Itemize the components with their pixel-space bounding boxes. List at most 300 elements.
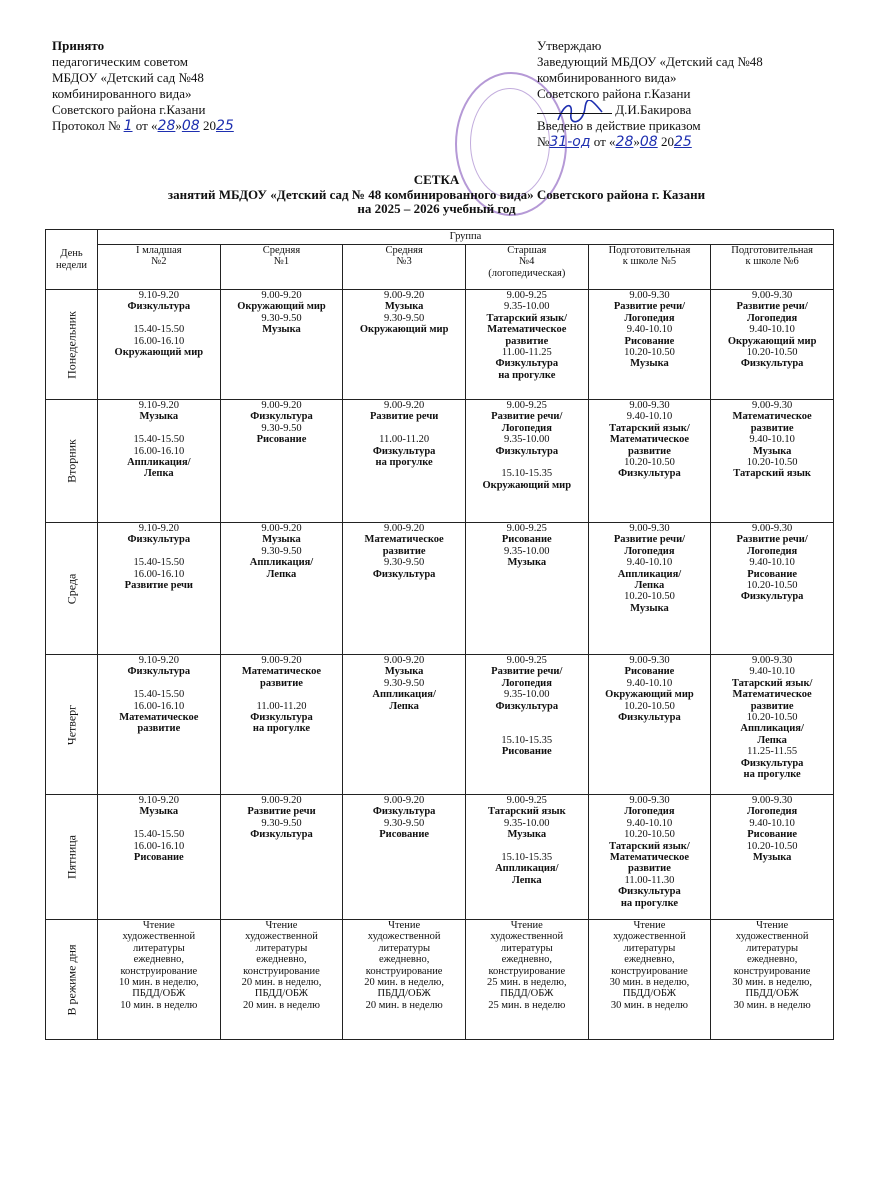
schedule-entry: Логопедия	[624, 806, 675, 818]
day-label: Понедельник	[63, 310, 78, 379]
schedule-entry	[99, 546, 219, 557]
schedule-entry: Лепка	[266, 568, 297, 580]
schedule-entry: Окружающий мир	[727, 335, 817, 347]
schedule-entry: 10.20-10.50	[746, 840, 798, 852]
schedule-entry: Физкультура	[250, 411, 313, 423]
schedule-entry: 9.00-9.30	[752, 523, 793, 534]
schedule-cell	[220, 290, 343, 400]
schedule-table	[45, 229, 834, 1040]
schedule-entry: 9.00-9.20	[384, 400, 425, 411]
schedule-entry: 9.00-9.30	[629, 290, 670, 301]
group-name-line: Средняя	[262, 245, 301, 256]
schedule-entry: литературы	[132, 942, 185, 954]
schedule-entry: 9.30-9.50	[384, 817, 425, 829]
schedule-entry: 11.00-11.20	[379, 434, 430, 446]
schedule-cell	[98, 523, 221, 655]
schedule-cell	[98, 290, 221, 400]
schedule-entry: Музыка	[752, 445, 792, 457]
protocol-day: 28	[157, 118, 176, 134]
schedule-entry: 30 мин. в неделю	[610, 999, 688, 1011]
schedule-entry: 15.40-15.50	[133, 829, 185, 841]
schedule-entry: Рисование	[747, 829, 798, 841]
schedule-entry: развитие	[382, 545, 426, 557]
schedule-cell	[220, 523, 343, 655]
schedule-entry: конструирование	[243, 965, 320, 977]
schedule-entry: на прогулке	[620, 897, 679, 909]
schedule-entry: художественной	[122, 931, 196, 943]
day-label: Вторник	[63, 439, 78, 483]
schedule-entry: 9.40-10.10	[626, 677, 673, 689]
doc-subtitle: занятий МБДОУ «Детский сад № 48 комбинированного вида» Советского района г. Казани	[167, 187, 706, 202]
schedule-entry: Лепка	[144, 468, 174, 480]
schedule-entry: Логопедия	[747, 312, 798, 324]
schedule-entry: Татарский язык/	[731, 677, 813, 689]
day-header: День недели	[46, 230, 98, 290]
schedule-entry	[467, 457, 587, 468]
signer-name: Д.И.Бакирова	[615, 102, 692, 117]
schedule-entry: развитие	[260, 677, 303, 689]
group-column-header	[588, 245, 711, 290]
schedule-entry: 9.00-9.20	[384, 290, 425, 301]
schedule-entry: 10.20-10.50	[624, 457, 675, 469]
schedule-entry	[467, 841, 587, 852]
schedule-entry: ежедневно,	[624, 954, 675, 966]
schedule-entry: 10.20-10.50	[746, 457, 798, 469]
signer-line	[537, 102, 837, 118]
schedule-entry: 9.00-9.30	[752, 655, 793, 666]
schedule-entry: литературы	[255, 942, 308, 954]
protocol-line: Протокол № 1 от «28»08 2025	[52, 118, 234, 134]
schedule-entry: Математическое	[732, 689, 812, 701]
schedule-entry: 15.40-15.50	[133, 689, 185, 701]
schedule-entry: 9.00-9.25	[506, 400, 547, 411]
schedule-entry: 9.00-9.20	[261, 290, 302, 301]
schedule-cell	[343, 795, 466, 920]
schedule-entry: 9.30-9.50	[384, 677, 425, 689]
group-name-line: Старшая	[507, 245, 547, 256]
schedule-entry: Математическое	[609, 852, 690, 864]
schedule-entry: Музыка	[630, 602, 669, 614]
schedule-entry: 9.35-10.00	[504, 689, 550, 701]
schedule-cell	[588, 523, 711, 655]
schedule-entry: ПБДД/ОБЖ	[745, 988, 799, 1000]
schedule-entry: художественной	[367, 931, 441, 943]
schedule-entry: 11.00-11.25	[501, 347, 552, 359]
schedule-cell	[220, 655, 343, 795]
schedule-cell	[711, 523, 834, 655]
schedule-cell	[588, 655, 711, 795]
schedule-entry: Рисование	[624, 666, 675, 678]
schedule-entry: 10.20-10.50	[624, 347, 675, 359]
schedule-entry: Чтение	[633, 920, 666, 931]
schedule-entry: Математическое	[241, 666, 322, 678]
schedule-entry: 9.00-9.20	[261, 795, 302, 806]
schedule-entry: ежедневно,	[746, 954, 798, 966]
schedule-entry: ежедневно,	[378, 954, 430, 966]
schedule-entry: Физкультура	[372, 445, 436, 457]
schedule-entry: Логопедия	[747, 806, 798, 818]
confirm-line: Утверждаю	[537, 38, 602, 53]
schedule-entry: Развитие речи/	[613, 301, 686, 313]
schedule-entry: Татарский язык	[487, 806, 566, 818]
day-label-cell	[46, 523, 98, 655]
schedule-cell	[220, 400, 343, 523]
schedule-entry: Рисование	[379, 829, 430, 841]
schedule-entry: 9.00-9.30	[752, 290, 793, 301]
schedule-entry: 11.00-11.30	[624, 874, 675, 886]
group-column-header	[98, 245, 221, 290]
schedule-entry: Рисование	[133, 852, 184, 864]
group-name-line: Подготовительная	[731, 245, 813, 256]
schedule-cell	[220, 795, 343, 920]
schedule-entry: Чтение	[756, 920, 789, 931]
schedule-cell	[465, 400, 588, 523]
approval-line: комбинированного вида»	[52, 86, 192, 101]
day-label-cell	[46, 290, 98, 400]
schedule-entry: 9.00-9.20	[261, 655, 302, 666]
schedule-entry: Математическое	[364, 534, 444, 546]
schedule-entry: 16.00-16.10	[133, 700, 185, 712]
schedule-entry: Музыка	[752, 852, 792, 864]
approval-block	[52, 38, 352, 134]
group-name-line: к школе №5	[622, 256, 677, 268]
schedule-cell	[465, 795, 588, 920]
schedule-entry: Физкультура	[495, 445, 559, 457]
schedule-entry: Татарский язык/	[609, 840, 690, 852]
schedule-cell	[465, 523, 588, 655]
day-label-cell	[46, 400, 98, 523]
schedule-entry: 9.00-9.20	[384, 523, 425, 534]
schedule-entry: Развитие речи/	[613, 534, 686, 546]
day-row	[46, 920, 834, 1040]
schedule-entry: ПБДД/ОБЖ	[254, 988, 309, 1000]
schedule-entry: 30 мин. в неделю,	[732, 977, 812, 989]
schedule-entry: 9.10-9.20	[138, 523, 179, 534]
schedule-entry: Физкультура	[250, 829, 313, 841]
schedule-entry: Чтение	[510, 920, 543, 931]
schedule-entry: 16.00-16.10	[133, 445, 185, 457]
schedule-entry: художественной	[490, 931, 564, 943]
schedule-entry: Развитие речи/	[491, 411, 563, 423]
schedule-entry: 9.30-9.50	[384, 557, 425, 569]
schedule-entry: ПБДД/ОБЖ	[377, 988, 431, 1000]
order-number-line: №31-од от «28»08 2025	[537, 134, 692, 150]
schedule-entry: Логопедия	[624, 545, 675, 557]
schedule-entry: Татарский язык/	[486, 312, 568, 324]
schedule-cell	[711, 795, 834, 920]
schedule-entry: 16.00-16.10	[133, 335, 185, 347]
schedule-entry: Лепка	[511, 874, 542, 886]
confirm-line: Советского района г.Казани	[537, 86, 691, 101]
day-row	[46, 523, 834, 655]
schedule-entry: Окружающий мир	[237, 301, 326, 313]
schedule-entry: 15.10-15.35	[501, 734, 553, 746]
schedule-entry: Развитие речи/	[736, 301, 808, 313]
schedule-entry: Аппликация/	[740, 723, 804, 735]
schedule-entry: конструирование	[365, 965, 443, 977]
schedule-entry: 11.25-11.55	[747, 746, 798, 758]
group-name-line: Подготовительная	[608, 245, 691, 256]
schedule-entry: ежедневно,	[133, 954, 185, 966]
group-name-line: Средняя	[385, 245, 423, 256]
schedule-entry: литературы	[378, 942, 431, 954]
schedule-entry: 9.10-9.20	[138, 290, 179, 301]
schedule-entry: Математическое	[119, 712, 199, 724]
schedule-entry: Аппликация/	[127, 457, 191, 469]
schedule-entry: Музыка	[384, 666, 424, 678]
schedule-entry: 10 мин. в неделю,	[118, 977, 199, 989]
schedule-entry: ежедневно,	[256, 954, 307, 966]
schedule-entry: конструирование	[733, 965, 811, 977]
schedule-entry: Рисование	[256, 434, 307, 446]
order-line: Введено в действие приказом	[537, 118, 701, 133]
schedule-entry: 9.10-9.20	[138, 795, 179, 806]
schedule-entry: 11.00-11.20	[256, 700, 307, 712]
schedule-cell	[711, 655, 834, 795]
schedule-entry: Физкультура	[127, 534, 191, 546]
schedule-entry	[467, 723, 587, 734]
schedule-entry: Физкультура	[740, 757, 804, 769]
schedule-entry: 9.40-10.10	[626, 324, 673, 336]
schedule-entry: 15.40-15.50	[133, 434, 185, 446]
schedule-entry: Физкультура	[740, 591, 804, 603]
order-month: 08	[639, 134, 658, 150]
schedule-entry: Татарский язык/	[609, 422, 690, 434]
schedule-entry: 15.40-15.50	[133, 324, 185, 336]
schedule-entry: 9.40-10.10	[749, 817, 795, 829]
approval-line: Принято	[52, 38, 105, 53]
schedule-entry: 9.40-10.10	[749, 434, 795, 446]
schedule-entry: 9.00-9.30	[752, 400, 793, 411]
schedule-entry: Татарский язык	[733, 468, 811, 480]
approval-line: педагогическим советом	[52, 54, 188, 69]
schedule-entry: 10.20-10.50	[746, 580, 798, 592]
day-label-cell	[46, 920, 98, 1040]
schedule-entry: 9.00-9.30	[629, 655, 670, 666]
schedule-entry: Музыка	[384, 301, 424, 313]
schedule-entry: литературы	[500, 942, 553, 954]
schedule-entry: Физкультура	[372, 806, 436, 818]
day-label: Пятница	[63, 834, 78, 880]
schedule-entry: литературы	[623, 942, 676, 954]
schedule-entry: Физкультура	[618, 886, 681, 898]
schedule-cell	[98, 655, 221, 795]
schedule-entry: Физкультура	[372, 568, 436, 580]
schedule-entry: Логопедия	[747, 545, 798, 557]
schedule-cell	[588, 795, 711, 920]
schedule-entry: 9.30-9.50	[261, 422, 302, 434]
schedule-entry	[99, 678, 219, 689]
schedule-entry: Рисование	[501, 534, 552, 546]
approval-line: Советского района г.Казани	[52, 102, 206, 117]
schedule-entry: 9.00-9.20	[384, 795, 425, 806]
schedule-entry: 9.00-9.25	[506, 290, 547, 301]
group-name-line: №3	[396, 256, 412, 268]
schedule-entry	[344, 423, 464, 434]
schedule-entry: Физкультура	[127, 666, 191, 678]
schedule-entry	[222, 689, 342, 700]
schedule-entry: Лепка	[757, 734, 787, 746]
schedule-entry: развитие	[628, 445, 671, 457]
schedule-entry: 16.00-16.10	[133, 840, 185, 852]
schedule-entry: Чтение	[142, 920, 175, 931]
schedule-entry: развитие	[137, 723, 181, 735]
day-row	[46, 655, 834, 795]
order-day: 28	[615, 134, 634, 150]
protocol-year: 25	[215, 118, 234, 134]
day-label: Четверг	[63, 704, 78, 745]
schedule-cell	[588, 920, 711, 1040]
schedule-entry: Окружающий мир	[359, 324, 449, 336]
schedule-entry: Физкультура	[127, 301, 191, 313]
schedule-entry: Развитие речи	[369, 411, 439, 423]
confirm-line: Заведующий МБДОУ «Детский сад №48	[537, 54, 763, 69]
day-label-cell	[46, 655, 98, 795]
schedule-entry: Логопедия	[624, 312, 675, 324]
schedule-entry: 9.35-10.00	[504, 434, 550, 446]
schedule-cell	[588, 290, 711, 400]
schedule-entry: 9.35-10.00	[504, 301, 550, 313]
schedule-cell	[465, 655, 588, 795]
schedule-entry: развитие	[750, 700, 794, 712]
schedule-entry: 9.40-10.10	[749, 324, 795, 336]
schedule-entry: Окружающий мир	[114, 347, 204, 359]
schedule-entry: 15.40-15.50	[133, 557, 185, 569]
schedule-cell	[98, 795, 221, 920]
schedule-cell	[465, 920, 588, 1040]
schedule-entry: Логопедия	[501, 422, 552, 434]
schedule-entry: 9.35-10.00	[504, 545, 550, 557]
schedule-entry: Математическое	[732, 411, 812, 423]
group-column-header	[343, 245, 466, 290]
day-label-cell	[46, 795, 98, 920]
day-label: Среда	[63, 573, 78, 604]
group-name-line: №1	[273, 256, 290, 268]
schedule-cell	[343, 400, 466, 523]
schedule-cell	[711, 920, 834, 1040]
schedule-entry: 9.00-9.20	[261, 523, 302, 534]
schedule-entry: Рисование	[501, 746, 552, 758]
schedule-entry: Физкультура	[618, 712, 681, 724]
day-label: В режиме дня	[63, 943, 78, 1016]
schedule-entry: 10.20-10.50	[624, 700, 675, 712]
schedule-cell	[98, 400, 221, 523]
schedule-cell	[465, 290, 588, 400]
schedule-entry: художественной	[735, 931, 809, 943]
schedule-entry: художественной	[245, 931, 318, 943]
schedule-entry: Развитие речи/	[736, 534, 808, 546]
schedule-entry: на прогулке	[252, 723, 311, 735]
group-column-header	[711, 245, 834, 290]
schedule-entry: 10.20-10.50	[746, 347, 798, 359]
schedule-entry: 10 мин. в неделю	[120, 999, 198, 1011]
schedule-entry: Музыка	[262, 324, 301, 336]
group-name-line: к школе №6	[745, 256, 799, 268]
group-name-line: №4	[519, 256, 535, 268]
schedule-entry: Физкультура	[495, 700, 559, 712]
schedule-entry: Музыка	[262, 534, 301, 546]
schedule-entry: 9.00-9.25	[506, 795, 547, 806]
day-row	[46, 400, 834, 523]
schedule-entry: Музыка	[507, 557, 547, 569]
schedule-entry: 9.10-9.20	[138, 400, 179, 411]
schedule-cell	[711, 290, 834, 400]
schedule-entry: развитие	[750, 422, 794, 434]
schedule-entry: 9.00-9.20	[384, 655, 425, 666]
schedule-entry: 30 мин. в неделю,	[609, 977, 690, 989]
schedule-entry: 9.10-9.20	[138, 655, 179, 666]
schedule-entry: ПБДД/ОБЖ	[132, 988, 186, 1000]
schedule-entry: 9.40-10.10	[626, 817, 673, 829]
schedule-entry: 25 мин. в неделю,	[486, 977, 567, 989]
schedule-entry: Рисование	[747, 568, 798, 580]
group-name-line: №2	[151, 256, 167, 268]
schedule-cell	[343, 523, 466, 655]
schedule-entry: 9.30-9.50	[384, 312, 425, 324]
protocol-number: 1	[123, 118, 133, 134]
schedule-entry: 9.40-10.10	[626, 557, 673, 569]
group-name-line: I младшая	[136, 245, 182, 256]
schedule-entry: Музыка	[630, 358, 669, 370]
schedule-entry: 9.00-9.30	[629, 795, 670, 806]
protocol-month: 08	[181, 118, 200, 134]
schedule-entry: конструирование	[611, 965, 688, 977]
schedule-entry: развитие	[505, 335, 549, 347]
schedule-entry: конструирование	[120, 965, 198, 977]
schedule-entry: Развитие речи	[247, 806, 316, 818]
schedule-entry: 15.10-15.35	[501, 852, 553, 864]
schedule-entry: ежедневно,	[501, 954, 552, 966]
schedule-entry: Чтение	[265, 920, 298, 931]
schedule-entry: на прогулке	[743, 769, 801, 781]
schedule-entry: ПБДД/ОБЖ	[622, 988, 677, 1000]
doc-year: на 2025 – 2026 учебный год	[357, 201, 516, 216]
confirm-line: комбинированного вида»	[537, 70, 677, 85]
schedule-entry: Математическое	[609, 434, 690, 446]
schedule-entry: на прогулке	[498, 369, 556, 381]
schedule-entry: 9.30-9.50	[261, 545, 302, 557]
schedule-cell	[588, 400, 711, 523]
schedule-entry: 9.30-9.50	[261, 817, 302, 829]
schedule-entry	[467, 712, 587, 723]
doc-title: СЕТКА	[413, 172, 460, 187]
schedule-entry: 20 мин. в неделю,	[241, 977, 322, 989]
group-header: Группа	[98, 230, 834, 245]
schedule-entry: 20 мин. в неделю,	[364, 977, 444, 989]
schedule-entry: Лепка	[634, 580, 665, 592]
group-column-header	[220, 245, 343, 290]
confirmation-block	[537, 38, 837, 150]
schedule-entry: Физкультура	[495, 358, 559, 370]
schedule-entry: Окружающий мир	[482, 479, 572, 491]
schedule-entry: Развитие речи	[124, 580, 193, 592]
schedule-entry: Окружающий мир	[605, 689, 694, 701]
schedule-entry: 25 мин. в неделю	[488, 999, 566, 1011]
group-column-header	[465, 245, 588, 290]
schedule-entry: 16.00-16.10	[133, 568, 185, 580]
order-year: 25	[673, 134, 692, 150]
schedule-entry: 9.30-9.50	[261, 312, 302, 324]
schedule-entry: Чтение	[388, 920, 421, 931]
schedule-entry: Физкультура	[250, 712, 313, 724]
schedule-entry: 9.40-10.10	[626, 411, 673, 423]
schedule-entry: 9.00-9.20	[261, 400, 302, 411]
group-name-line: (логопедическая)	[488, 267, 566, 279]
schedule-entry: 15.10-15.35	[501, 468, 553, 480]
schedule-entry: 9.00-9.30	[629, 523, 670, 534]
schedule-entry	[99, 818, 219, 829]
group-row	[46, 245, 834, 290]
